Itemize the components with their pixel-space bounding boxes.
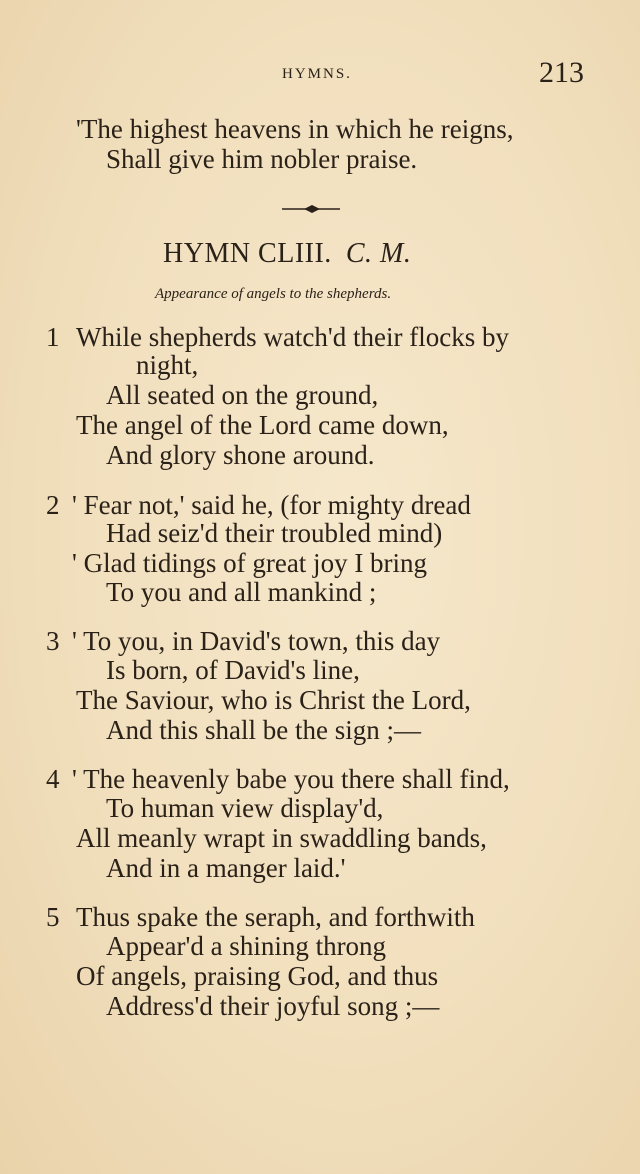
verse-line: The Saviour, who is Christ the Lord,: [76, 685, 471, 715]
verse-line: ' To you, in David's town, this day: [72, 626, 441, 656]
verse-line: Had seiz'd their troubled mind): [106, 518, 443, 548]
verse-line: Appear'd a shining throng: [106, 931, 387, 961]
verse-line: To human view display'd,: [106, 793, 384, 823]
hymn-number: HYMN CLIII.: [163, 238, 332, 269]
previous-hymn-line-2: Shall give him nobler praise.: [106, 144, 418, 174]
verse-line: To you and all mankind ;: [106, 577, 377, 607]
verse-line: ' Glad tidings of great joy I bring: [72, 548, 428, 578]
verse-line: Of angels, praising God, and thus: [76, 961, 439, 991]
hymn-meter: C. M.: [345, 238, 412, 269]
verse-line: While shepherds watch'd their flocks by: [76, 322, 509, 352]
stanza-number: 5: [46, 902, 60, 932]
stanza-number: 4: [46, 764, 60, 794]
verse-line: Is born, of David's line,: [106, 655, 360, 685]
stanza-number: 3: [46, 626, 60, 656]
stanza-number: 2: [46, 490, 60, 520]
page-number: 213: [539, 56, 584, 89]
verse-line: The angel of the Lord came down,: [76, 410, 449, 440]
verse-line: Address'd their joyful song ;—: [106, 991, 440, 1021]
verse-line: All meanly wrapt in swaddling bands,: [76, 823, 487, 853]
stanza-number: 1: [46, 322, 60, 352]
verse-line: All seated on the ground,: [106, 380, 379, 410]
verse-line: ' Fear not,' said he, (for mighty dread: [72, 490, 471, 520]
verse-line: Thus spake the seraph, and forthwith: [76, 902, 475, 932]
running-head: HYMNS.: [282, 66, 352, 82]
verse-line: And this shall be the sign ;—: [106, 715, 421, 745]
hymn-subtitle: Appearance of angels to the shepherds.: [155, 286, 392, 302]
verse-line: And in a manger laid.': [106, 853, 346, 883]
previous-hymn-line-1: 'The highest heavens in which he reigns,: [76, 114, 514, 144]
verse-line: ' The heavenly babe you there shall find,: [72, 764, 510, 794]
ornament-divider-icon: [282, 202, 340, 216]
verse-line: And glory shone around.: [106, 440, 375, 470]
verse-line: night,: [136, 350, 199, 380]
hymn-title: [163, 238, 411, 270]
